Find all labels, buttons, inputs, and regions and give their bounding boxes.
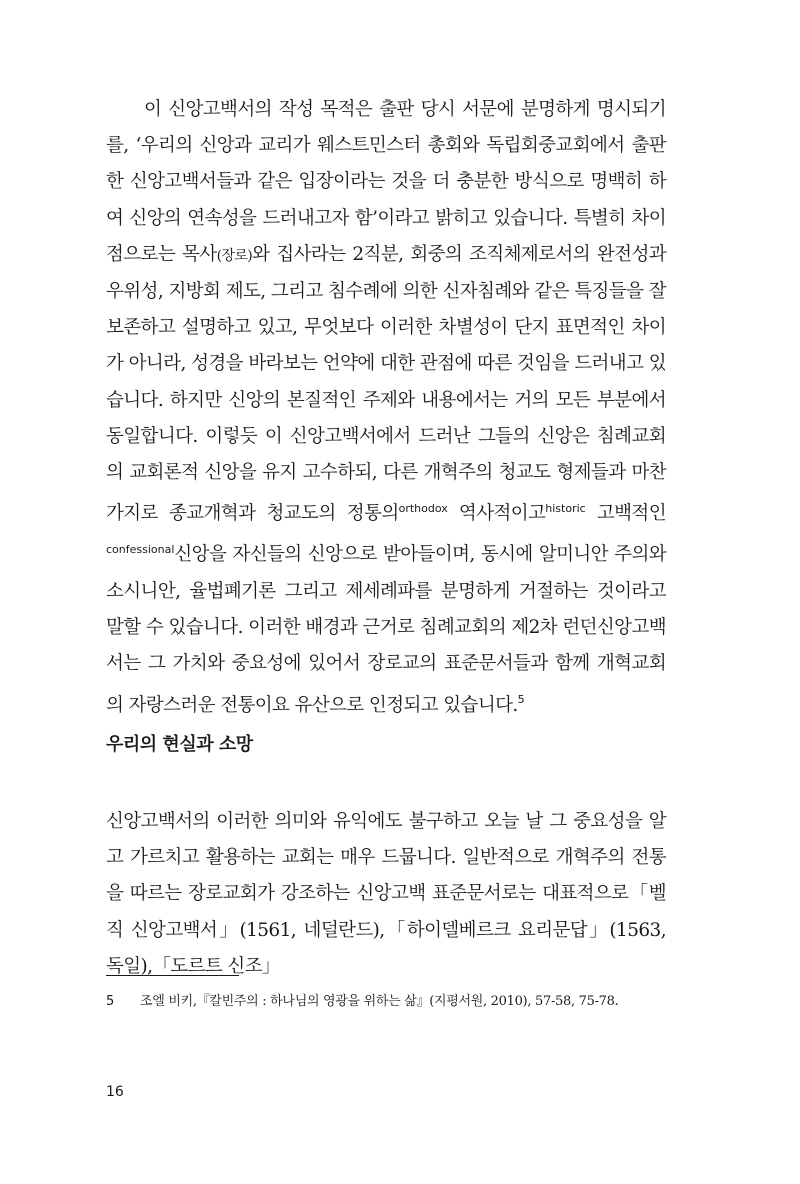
superscript-term: orthodox — [398, 502, 448, 516]
footnote-text: 조엘 비키,『칼빈주의 : 하나님의 영광을 위하는 삶』(지평서원, 2010), 57-58, 75-78. — [140, 994, 619, 1009]
text-run: 신앙을 자신들의 신앙으로 받아들이며, 동시에 알미니안 주의와 소시니안, 율법폐기론 그리고 제세례파를 분명하게 거절하는 것이라고 말할 수 있습니다. 이러한 배경과 근거로 침례교회의 제2차 런던신앙고백서는 그 가치와 중요성에 있어서 장로교의 표준문서들과 함께 개혁교회의 자랑스러운 전통이요 유산으로 인정되고 있습니다. — [106, 544, 666, 717]
footnote-reference: 5 — [517, 693, 525, 707]
body-paragraph-1 — [106, 92, 666, 724]
section-heading: 우리의 현실과 소망 — [106, 734, 253, 755]
superscript-term: historic — [545, 502, 586, 516]
text-run: 와 집사라는 2직분, 회중의 조직체제로서의 완전성과 우위성, 지방회 제도, 그리고 침수례에 의한 신자침례와 같은 특징들을 잘 보존하고 설명하고 있고, 무엇보다 이러한 차별성이 단지 표면적인 차이가 아니라, 성경을 바라보는 언약에 대한 관점에 따른 것임을 드러내고 있습니다. 하지만 신앙의 본질적인 주제와 내용에서는 거의 모든 부분에서 동일합니다. 이렇듯 이 신앙고백서에서 드러난 그들의 신앙은 침례교회의 교회론적 신앙을 유지 고수하되, 다른 개혁주의 청교도 형제들과 마찬가지로 종교개혁과 청교도의 정통의 — [106, 243, 666, 525]
superscript-term: confessional — [106, 543, 175, 557]
paragraph-text — [106, 92, 666, 724]
text-run: 이 신앙고백서의 작성 목적은 출판 당시 서문에 분명하게 명시되기를, ‘우리의 신앙과 교리가 웨스트민스터 총회와 독립회중교회에서 출판한 신앙고백서들과 같은 입장이라는 것을 더 충분한 방식으로 명백히 하여 신앙의 연속성을 드러내고자 함’이라고 밝히고 있습니다. 특별히 차이점으로는 목사 — [106, 99, 666, 265]
text-run: 역사적이고 — [447, 503, 546, 525]
body-paragraph-2 — [106, 804, 666, 985]
text-run-small: (장로) — [216, 247, 253, 264]
page-number: 16 — [106, 1084, 124, 1100]
footnote-divider — [106, 975, 239, 976]
footnote-number: 5 — [106, 994, 114, 1009]
paragraph-text: 신앙고백서의 이러한 의미와 유익에도 불구하고 오늘 날 그 중요성을 알고 가르치고 활용하는 교회는 매우 드뭅니다. 일반적으로 개혁주의 전통을 따르는 장로교회가 강조하는 신앙고백 표준문서로는 대표적으로「벨직 신앙고백서」(1561, 네덜란드),「하이델베르크 요리문답」(1563, 독일),「도르트 신조」 — [106, 811, 666, 977]
footnote — [106, 990, 706, 1009]
text-run: 고백적인 — [585, 503, 666, 525]
